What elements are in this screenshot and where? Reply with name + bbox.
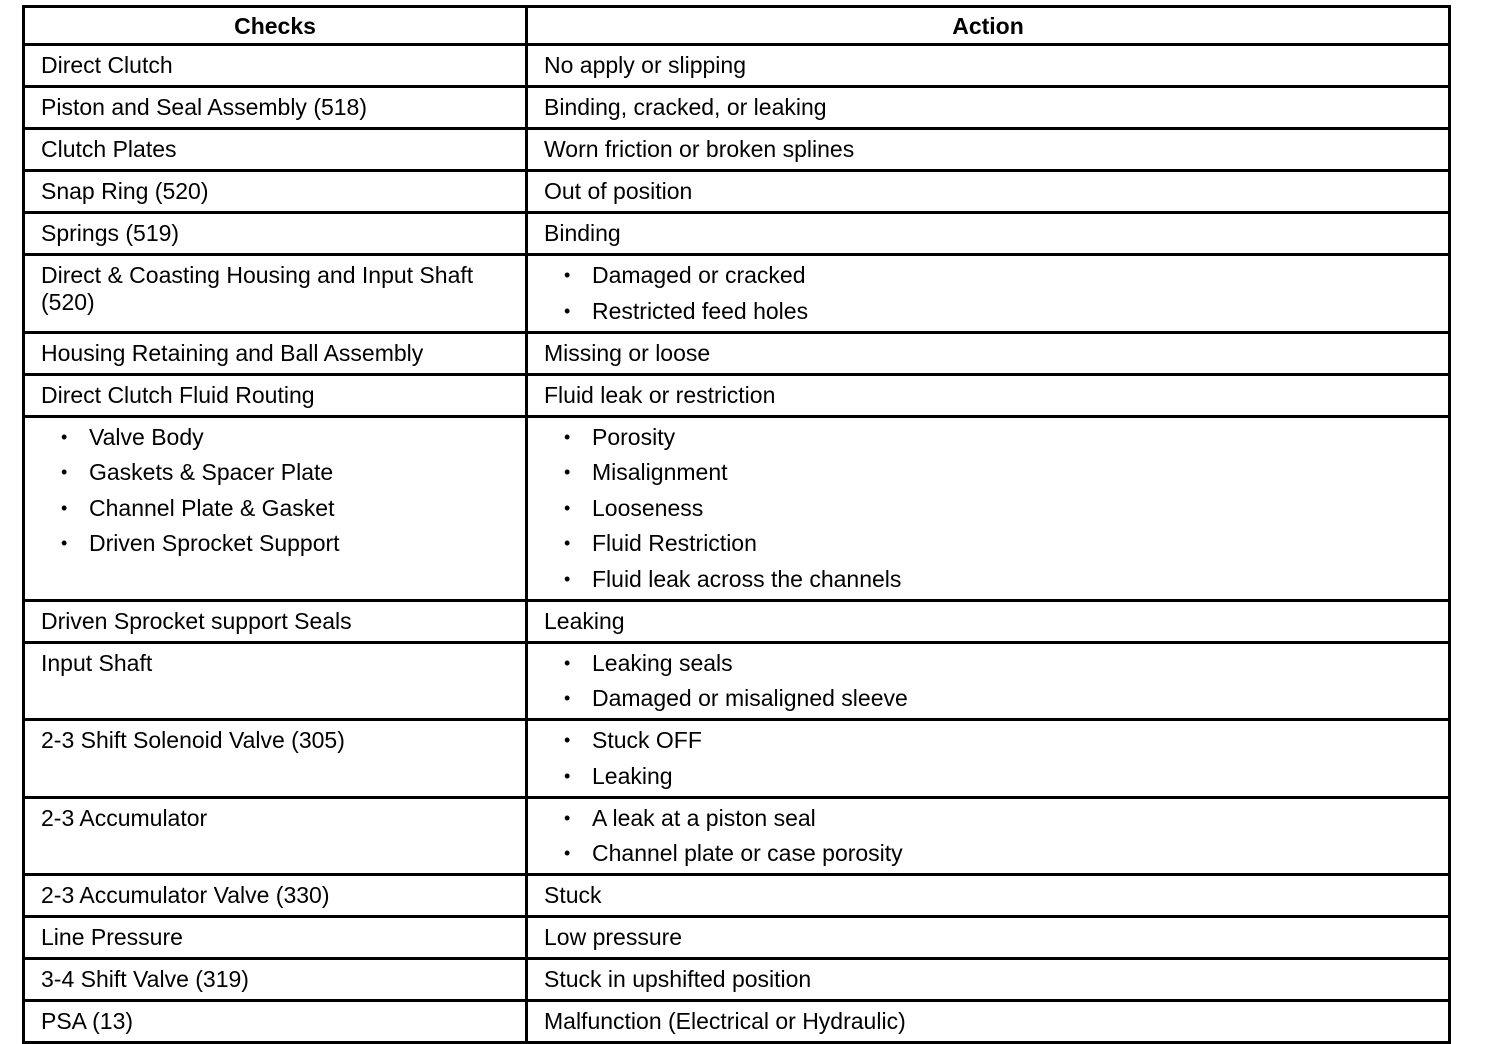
check-cell: Snap Ring (520): [24, 171, 527, 213]
checks-action-table: [22, 5, 1451, 1044]
action-cell: Worn friction or broken splines: [527, 129, 1450, 171]
check-cell: Direct Clutch Fluid Routing: [24, 374, 527, 416]
list-item: • Leaking: [564, 763, 1440, 790]
action-cell: [527, 797, 1450, 875]
action-cell: Missing or loose: [527, 332, 1450, 374]
table-row: [24, 720, 1450, 798]
table-row: [24, 600, 1450, 642]
list-item: • Misalignment: [564, 459, 1440, 486]
list-item: • Fluid Restriction: [564, 530, 1440, 557]
action-cell: [527, 642, 1450, 720]
table-row: [24, 255, 1450, 333]
check-cell: 2-3 Accumulator Valve (330): [24, 875, 527, 917]
list-item: • Leaking seals: [564, 650, 1440, 677]
table-row: [24, 797, 1450, 875]
action-cell: Stuck in upshifted position: [527, 959, 1450, 1001]
column-header-action: Action: [527, 7, 1450, 45]
list-item: • Channel plate or case porosity: [564, 840, 1440, 867]
action-cell: Stuck: [527, 875, 1450, 917]
table-row: [24, 875, 1450, 917]
check-cell: [24, 255, 527, 333]
action-cell: No apply or slipping: [527, 45, 1450, 87]
list-item: • Restricted feed holes: [564, 298, 1440, 325]
table-row: [24, 171, 1450, 213]
check-bullet-list: [41, 424, 517, 558]
check-cell: 2-3 Accumulator: [24, 797, 527, 875]
action-bullet-list: [544, 805, 1440, 868]
table-row: [24, 129, 1450, 171]
check-text: Direct & Coasting Housing and Input Shaft (520): [41, 262, 474, 315]
list-item: • Channel Plate & Gasket: [61, 495, 517, 522]
action-bullet-list: [544, 650, 1440, 713]
column-header-checks: Checks: [24, 7, 527, 45]
check-cell: Driven Sprocket support Seals: [24, 600, 527, 642]
list-item: • Driven Sprocket Support: [61, 530, 517, 557]
action-cell: Binding: [527, 213, 1450, 255]
action-bullet-list: [544, 727, 1440, 790]
check-cell: Input Shaft: [24, 642, 527, 720]
table-row: [24, 213, 1450, 255]
check-cell: Clutch Plates: [24, 129, 527, 171]
action-cell: Fluid leak or restriction: [527, 374, 1450, 416]
check-cell: Piston and Seal Assembly (518): [24, 87, 527, 129]
action-cell: Leaking: [527, 600, 1450, 642]
action-cell: Low pressure: [527, 917, 1450, 959]
list-item: • Stuck OFF: [564, 727, 1440, 754]
check-cell: Direct Clutch: [24, 45, 527, 87]
table-row: [24, 1001, 1450, 1043]
list-item: • Gaskets & Spacer Plate: [61, 459, 517, 486]
list-item: • Porosity: [564, 424, 1440, 451]
table-row: [24, 87, 1450, 129]
table-row: [24, 959, 1450, 1001]
check-cell: 2-3 Shift Solenoid Valve (305): [24, 720, 527, 798]
list-item: • Damaged or misaligned sleeve: [564, 685, 1440, 712]
check-cell: Springs (519): [24, 213, 527, 255]
table-row: [24, 332, 1450, 374]
check-cell: [24, 416, 527, 600]
action-cell: [527, 416, 1450, 600]
list-item: • A leak at a piston seal: [564, 805, 1440, 832]
list-item: • Fluid leak across the channels: [564, 566, 1440, 593]
list-item: • Valve Body: [61, 424, 517, 451]
check-cell: Line Pressure: [24, 917, 527, 959]
action-bullet-list: [544, 424, 1440, 593]
table-row: [24, 917, 1450, 959]
table-header-row: [24, 7, 1450, 45]
list-item: • Damaged or cracked: [564, 262, 1440, 289]
action-cell: Out of position: [527, 171, 1450, 213]
action-cell: Binding, cracked, or leaking: [527, 87, 1450, 129]
action-cell: Malfunction (Electrical or Hydraulic): [527, 1001, 1450, 1043]
table-row: [24, 642, 1450, 720]
check-cell: Housing Retaining and Ball Assembly: [24, 332, 527, 374]
action-cell: [527, 255, 1450, 333]
action-cell: [527, 720, 1450, 798]
check-cell: 3-4 Shift Valve (319): [24, 959, 527, 1001]
table-row: [24, 416, 1450, 600]
check-cell: PSA (13): [24, 1001, 527, 1043]
action-bullet-list: [544, 262, 1440, 325]
list-item: • Looseness: [564, 495, 1440, 522]
table-row: [24, 374, 1450, 416]
table-row: [24, 45, 1450, 87]
